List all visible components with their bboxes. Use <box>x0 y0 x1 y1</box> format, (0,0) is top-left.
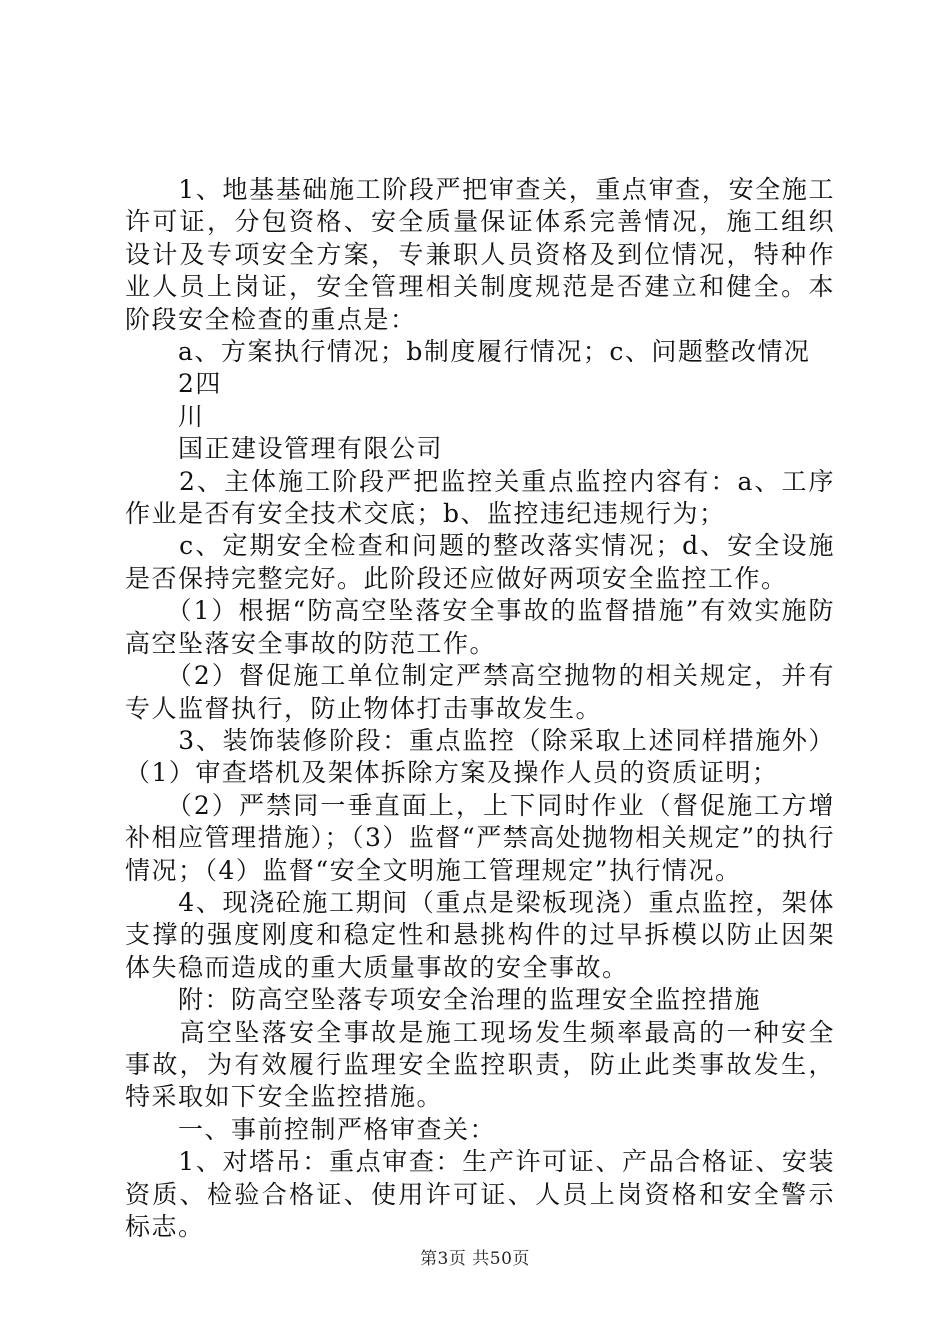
paragraph-periodic-check: c、定期安全检查和问题的整改落实情况；d、安全设施是否保持完整完好。此阶段还应做好两项安全监控工作。 <box>125 531 835 593</box>
paragraph-decoration-items: （2）严禁同一垂直面上，上下同时作业（督促施工方增补相应管理措施）；（3）监督“严禁高处抛物相关规定”的执行情况；（4）监督“安全文明施工管理规定”执行情况。 <box>125 790 835 885</box>
paragraph-appendix-title: 附：防高空坠落专项安全治理的监理安全监控措施 <box>125 985 762 1015</box>
page-number-footer: 第3页 共50页 <box>420 1249 530 1269</box>
paragraph-prior-control: 一、事前控制严格审查关： <box>125 1114 497 1144</box>
paragraph-item-1: （1）根据“防高空坠落安全事故的监督措施”有效实施防高空坠落安全事故的防范工作。 <box>125 596 835 658</box>
paragraph-item-2: （2）督促施工单位制定严禁高空抛物的相关规定，并有专人监督执行，防止物体打击事故发生。 <box>125 661 835 723</box>
paragraph-fall-accident: 高空坠落安全事故是施工现场发生频率最高的一种安全事故，为有效履行监理安全监控职责，防止此类事故发生，特采取如下安全监控措施。 <box>125 1017 835 1112</box>
paragraph-tower-crane: 1、对塔吊：重点审查：生产许可证、产品合格证、安装资质、检验合格证、使用许可证、人员上岗资格和安全警示标志。 <box>125 1147 835 1241</box>
paragraph-concrete-stage: 4、现浇砼施工期间（重点是梁板现浇）重点监控，架体支撑的强度刚度和稳定性和悬挑构件的过早拆模以防止因架体失稳而造成的重大质量事故的安全事故。 <box>125 887 835 982</box>
paragraph-fragment-1: 2四 <box>125 369 222 399</box>
paragraph-main-construction: 2、主体施工阶段严把监控关重点监控内容有：a、工序作业是否有安全技术交底；b、监控违纪违规行为； <box>125 466 835 529</box>
paragraph-fragment-2: 川 <box>125 401 205 431</box>
paragraph-company-name: 国正建设管理有限公司 <box>125 434 444 464</box>
document-body <box>125 174 835 1243</box>
paragraph-decoration-stage: 3、装饰装修阶段：重点监控（除采取上述同样措施外）（1）审查塔机及架体拆除方案及操作人员的资质证明； <box>125 725 835 788</box>
paragraph-foundation-stage: 1、地基基础施工阶段严把审查关，重点审查，安全施工许可证，分包资格、安全质量保证体系完善情况，施工组织设计及专项安全方案，专兼职人员资格及到位情况，特种作业人员上岗证，安全管理相关制度规范是否建立和健全。本阶段安全检查的重点是： <box>125 175 835 334</box>
paragraph-check-points: a、方案执行情况；b制度履行情况；c、问题整改情况 <box>125 337 811 367</box>
